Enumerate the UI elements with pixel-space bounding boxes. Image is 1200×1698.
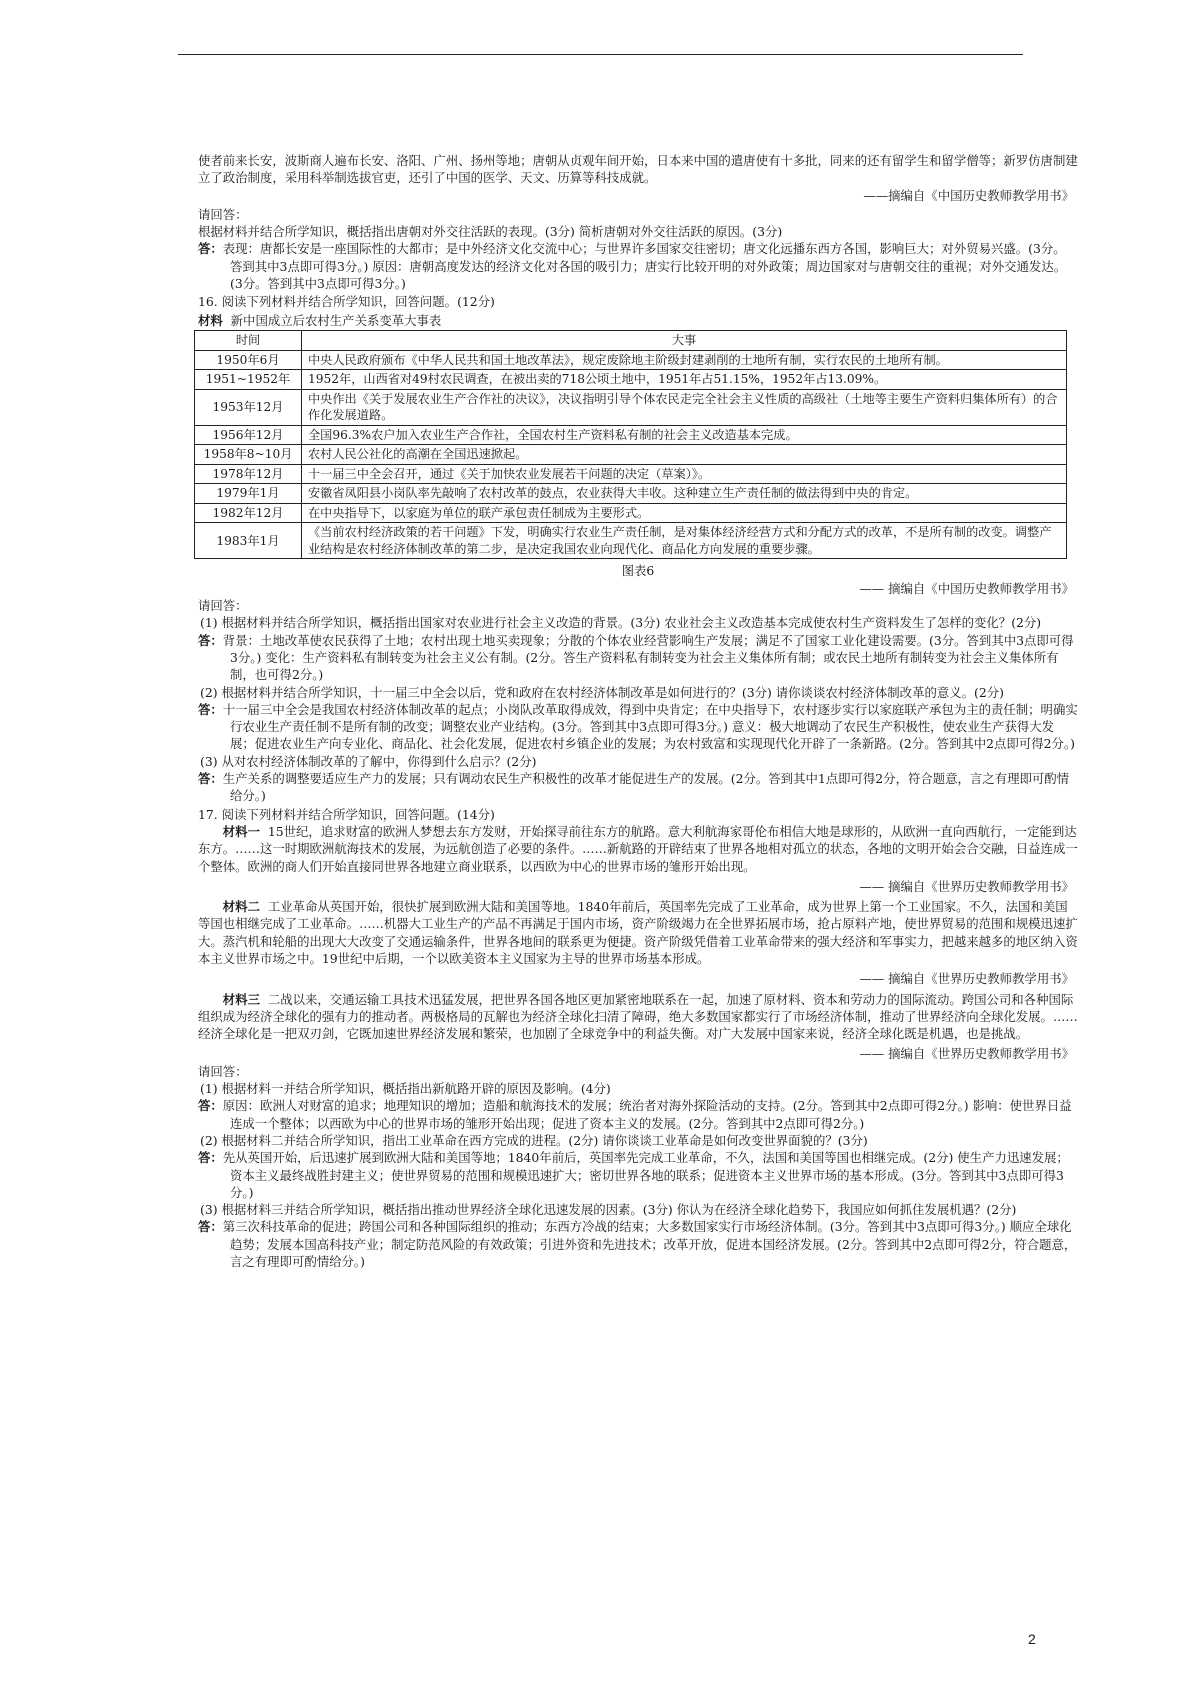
q16-source: —— 摘编自《中国历史教师教学用书》 bbox=[859, 580, 1074, 596]
answer-label: 答： bbox=[198, 1219, 223, 1235]
q17-m1-text: 15世纪，追求财富的欧洲人梦想去东方发财，开始探寻前往东方的航路。意大利航海家哥伦布相信大地是球形的，从欧洲一直向西航行，一定能到达东方。……这一时期欧洲航海技术的发展，为远航创造了必要的条件。……新航路的开辟结束了世界各地相对孤立的状态，各地的文明开始会合交融，日益连成一个整体。欧洲的商人们开始直接同世界各地建立商业联系，以西欧为中心的世界市场的雏形开始出现。 bbox=[198, 823, 1078, 874]
page-number: 2 bbox=[1028, 1631, 1036, 1647]
q16-material-label: 材料 bbox=[198, 312, 223, 328]
table-cell-event: 《当前农村经济政策的若干问题》下发，明确实行农业生产责任制，是对集体经济经营方式和分配方式的改革，不是所有制的改变。调整产业结构是农村经济体制改革的第二步，是决定我国农业向现代化、商品化方向发展的重要步骤。 bbox=[302, 523, 1067, 559]
events-table bbox=[194, 330, 1067, 560]
table-cell-time: 1956年12月 bbox=[195, 425, 302, 445]
q17-m2-source: —— 摘编自《世界历史教师教学用书》 bbox=[859, 971, 1074, 987]
intro-answer bbox=[198, 240, 1078, 292]
table-cell-time: 1953年12月 bbox=[195, 389, 302, 425]
q17-sub1-question: (1) 根据材料一并结合所学知识，概括指出新航路开辟的原因及影响。(4分) bbox=[200, 1081, 611, 1097]
answer-label: 答： bbox=[198, 241, 223, 257]
q17-m3-label: 材料三 bbox=[222, 991, 260, 1007]
header-rule bbox=[178, 54, 1023, 55]
table-cell-time: 1951~1952年 bbox=[195, 370, 302, 390]
q17-sub2-answer-text: 先从英国开始，后迅速扩展到欧洲大陆和美国等地；1840年前后，英国率先完成工业革命，不久，法国和美国等国也相继完成。(2分) 使生产力迅速发展；资本主义最终战胜封建主义；使世界贸易的范围和规模迅速扩大；密切世界各地的联系；促进资本主义世界市场的基本形成。(3分。答到其中3点即可得3分。) bbox=[222, 1150, 1069, 1200]
table-row bbox=[195, 445, 1067, 465]
q16-sub1-answer bbox=[198, 632, 1078, 684]
intro-question: 根据材料并结合所学知识，概括指出唐朝对外交往活跃的表现。(3分) 简析唐朝对外交往活跃的原因。(3分) bbox=[198, 224, 783, 240]
table-cell-time: 1978年12月 bbox=[195, 464, 302, 484]
q17-material-3 bbox=[198, 991, 1078, 1043]
q17-material-2 bbox=[198, 898, 1078, 967]
q16-sub3-question: (3) 从对农村经济体制改革的了解中，你得到什么启示？(2分) bbox=[200, 753, 537, 769]
q16-header: 16. 阅读下列材料并结合所学知识，回答问题。(12分) bbox=[198, 294, 495, 310]
q16-material bbox=[198, 312, 1078, 329]
table-row bbox=[195, 389, 1067, 425]
q17-m1-source: —— 摘编自《世界历史教师教学用书》 bbox=[859, 878, 1074, 894]
table-row bbox=[195, 425, 1067, 445]
table-cell-time: 1983年1月 bbox=[195, 523, 302, 559]
q17-m3-source: —— 摘编自《世界历史教师教学用书》 bbox=[859, 1046, 1074, 1062]
q17-header: 17. 阅读下列材料并结合所学知识，回答问题。(14分) bbox=[198, 806, 495, 822]
table-cell-event: 安徽省凤阳县小岗队率先敲响了农村改革的鼓点，农业获得大丰收。这种建立生产责任制的做法得到中央的肯定。 bbox=[302, 484, 1067, 504]
intro-paragraph: 使者前来长安，波斯商人遍布长安、洛阳、广州、扬州等地；唐朝从贞观年间开始，日本来中国的遣唐使有十多批，同来的还有留学生和留学僧等；新罗仿唐制建立了政治制度，采用科举制选拔官吏，还引了中国的医学、天文、历算等科技成就。 bbox=[198, 153, 1078, 186]
table-row bbox=[195, 350, 1067, 370]
q16-material-title: 新中国成立后农村生产关系变革大事表 bbox=[230, 312, 442, 328]
table-row bbox=[195, 484, 1067, 504]
table-row bbox=[195, 503, 1067, 523]
q17-sub3-question: (3) 根据材料三并结合所学知识，概括指出推动世界经济全球化迅速发展的因素。(3分) 你认为在经济全球化趋势下，我国应如何抓住发展机遇？(2分) bbox=[200, 1202, 1017, 1218]
table-cell-event: 中央人民政府颁布《中华人民共和国土地改革法》，规定废除地主阶级封建剥削的土地所有制，实行农民的土地所有制。 bbox=[302, 350, 1067, 370]
table-cell-event: 十一届三中全会召开，通过《关于加快农业发展若干问题的决定（草案）》。 bbox=[302, 464, 1067, 484]
q16-sub3-answer bbox=[198, 770, 1078, 805]
q16-sub2-answer bbox=[198, 701, 1078, 753]
q17-m2-text: 工业革命从英国开始，很快扩展到欧洲大陆和美国等地。1840年前后，英国率先完成了工业革命，成为世界上第一个工业国家。不久，法国和美国等国也相继完成了工业革命。……机器大工业生产的产品不再满足于国内市场，资产阶级竭力在全世界拓展市场，抢占原料产地，使世界贸易的范围和规模迅速扩大。蒸汽机和轮船的出现大大改变了交通运输条件，世界各地间的联系更为便捷。资产阶级凭借着工业革命带来的强大经济和军事实力，把越来越多的地区纳入资本主义世界市场之中。19世纪中后期，一个以欧美资本主义国家为主导的世界市场基本形成。 bbox=[198, 899, 1078, 966]
q16-sub2-answer-text: 十一届三中全会是我国农村经济体制改革的起点；小岗队改革取得成效，得到中央肯定；在中央指导下，农村逐步实行以家庭联产承包为主的责任制；明确实行农业生产责任制不是所有制的改变；调整农业产业结构。(3分。答到其中3点即可得3分。) 意义：极大地调动了农民生产积极性，使农业生产获得大发展；促进农业生产向专业化、商品化、社会化发展，促进农村乡镇企业的发展；为农村致富和实现现代化开辟了一条新路。(2分。答到其中2点即可得2分。) bbox=[222, 701, 1078, 752]
answer-label: 答： bbox=[198, 1098, 223, 1114]
table-cell-time: 1982年12月 bbox=[195, 503, 302, 523]
table-cell-time: 1979年1月 bbox=[195, 484, 302, 504]
q16-sub1-question: (1) 根据材料并结合所学知识，概括指出国家对农业进行社会主义改造的背景。(3分) 农业社会主义改造基本完成使农村生产资料发生了怎样的变化？(2分) bbox=[200, 615, 1042, 631]
q17-material-1 bbox=[198, 823, 1078, 875]
answer-label: 答： bbox=[198, 771, 223, 787]
q17-prompt: 请回答： bbox=[198, 1063, 248, 1079]
q17-sub1-answer bbox=[198, 1097, 1078, 1132]
table-header-event: 大事 bbox=[302, 330, 1067, 350]
intro-prompt: 请回答： bbox=[198, 206, 248, 222]
intro-source: ——摘编自《中国历史教师教学用书》 bbox=[863, 187, 1074, 203]
q17-m2-label: 材料二 bbox=[222, 899, 260, 915]
table-header-time: 时间 bbox=[195, 330, 302, 350]
table-header-row bbox=[195, 330, 1067, 350]
answer-label: 答： bbox=[198, 701, 223, 717]
q17-sub2-answer bbox=[198, 1149, 1078, 1201]
answer-label: 答： bbox=[198, 1150, 223, 1166]
q17-sub3-answer-text: 第三次科技革命的促进；跨国公司和各种国际组织的推动；东西方冷战的结束；大多数国家实行市场经济体制。(3分。答到其中3点即可得3分。) 顺应全球化趋势；发展本国高科技产业；制定防范风险的有效政策；引进外资和先进技术；改革开放，促进本国经济发展。(2分。答到其中2点即可得2分，符合题意，言之有理即可酌情给分。) bbox=[222, 1219, 1077, 1270]
table-caption: 图表6 bbox=[621, 563, 655, 579]
q17-sub1-answer-text: 原因：欧洲人对财富的追求；地理知识的增加；造船和航海技术的发展；统治者对海外探险活动的支持。(2分。答到其中2点即可得2分。) 影响：使世界日益连成一个整体；以西欧为中心的世界市场的雏形开始出现；促进了资本主义的发展。(2分。答到其中2点即可得2分。) bbox=[222, 1098, 1072, 1131]
q16-sub2-question: (2) 根据材料并结合所学知识，十一届三中全会以后，党和政府在农村经济体制改革是如何进行的？(3分) 请你谈谈农村经济体制改革的意义。(2分) bbox=[200, 684, 1004, 700]
q16-prompt: 请回答： bbox=[198, 598, 248, 614]
table-cell-time: 1958年8~10月 bbox=[195, 445, 302, 465]
q17-sub2-question: (2) 根据材料二并结合所学知识，指出工业革命在西方完成的进程。(2分) 请你谈谈工业革命是如何改变世界面貌的？(3分) bbox=[200, 1132, 868, 1148]
q16-sub3-answer-text: 生产关系的调整要适应生产力的发展；只有调动农民生产积极性的改革才能促进生产的发展。(2分。答到其中1点即可得2分，符合题意，言之有理即可酌情给分。) bbox=[222, 771, 1070, 804]
q17-m1-label: 材料一 bbox=[222, 823, 260, 839]
table-cell-event: 全国96.3%农户加入农业生产合作社，全国农村生产资料私有制的社会主义改造基本完成。 bbox=[302, 425, 1067, 445]
table-cell-event: 农村人民公社化的高潮在全国迅速掀起。 bbox=[302, 445, 1067, 465]
q17-m3-text: 二战以来，交通运输工具技术迅猛发展，把世界各国各地区更加紧密地联系在一起，加速了原材料、资本和劳动力的国际流动。跨国公司和各种国际组织成为经济全球化的强有力的推动者。两极格局的瓦解也为经济全球化扫清了障碍，绝大多数国家都实行了市场经济体制，推动了世界经济向全球化发展。……经济全球化是一把双刃剑，它既加速世界经济发展和繁荣，也加剧了全球竞争中的利益失衡。对广大发展中国家来说，经济全球化既是机遇，也是挑战。 bbox=[198, 991, 1078, 1042]
table-row bbox=[195, 464, 1067, 484]
table-cell-time: 1950年6月 bbox=[195, 350, 302, 370]
table-cell-event: 在中央指导下，以家庭为单位的联产承包责任制成为主要形式。 bbox=[302, 503, 1067, 523]
q17-sub3-answer bbox=[198, 1218, 1078, 1270]
answer-label: 答： bbox=[198, 632, 223, 648]
table-cell-event: 1952年，山西省对49村农民调查，在被出卖的718公顷土地中，1951年占51.15%，1952年占13.09%。 bbox=[302, 370, 1067, 390]
table-row bbox=[195, 523, 1067, 559]
table-row bbox=[195, 370, 1067, 390]
q16-sub1-answer-text: 背景：土地改革使农民获得了土地；农村出现土地买卖现象；分散的个体农业经营影响生产发展；满足不了国家工业化建设需要。(3分。答到其中3点即可得3分。) 变化：生产资料私有制转变为社会主义公有制。(2分。答生产资料私有制转变为社会主义集体所有制；或农民土地所有制转变为社会主义集体所有制，也可得2分。) bbox=[222, 632, 1074, 683]
intro-answer-text: 表现：唐都长安是一座国际性的大都市；是中外经济文化交流中心；与世界许多国家交往密切；唐文化远播东西方各国，影响巨大；对外贸易兴盛。(3分。答到其中3点即可得3分。) 原因：唐朝高度发达的经济文化对各国的吸引力；唐实行比较开明的对外政策；周边国家对与唐朝交往的重视；对外交通发达。(3分。答到其中3点即可得3分。) bbox=[222, 241, 1067, 292]
table-cell-event: 中央作出《关于发展农业生产合作社的决议》，决议指明引导个体农民走完全社会主义性质的高级社（土地等主要生产资料归集体所有）的合作化发展道路。 bbox=[302, 389, 1067, 425]
page-content bbox=[198, 152, 1078, 1270]
